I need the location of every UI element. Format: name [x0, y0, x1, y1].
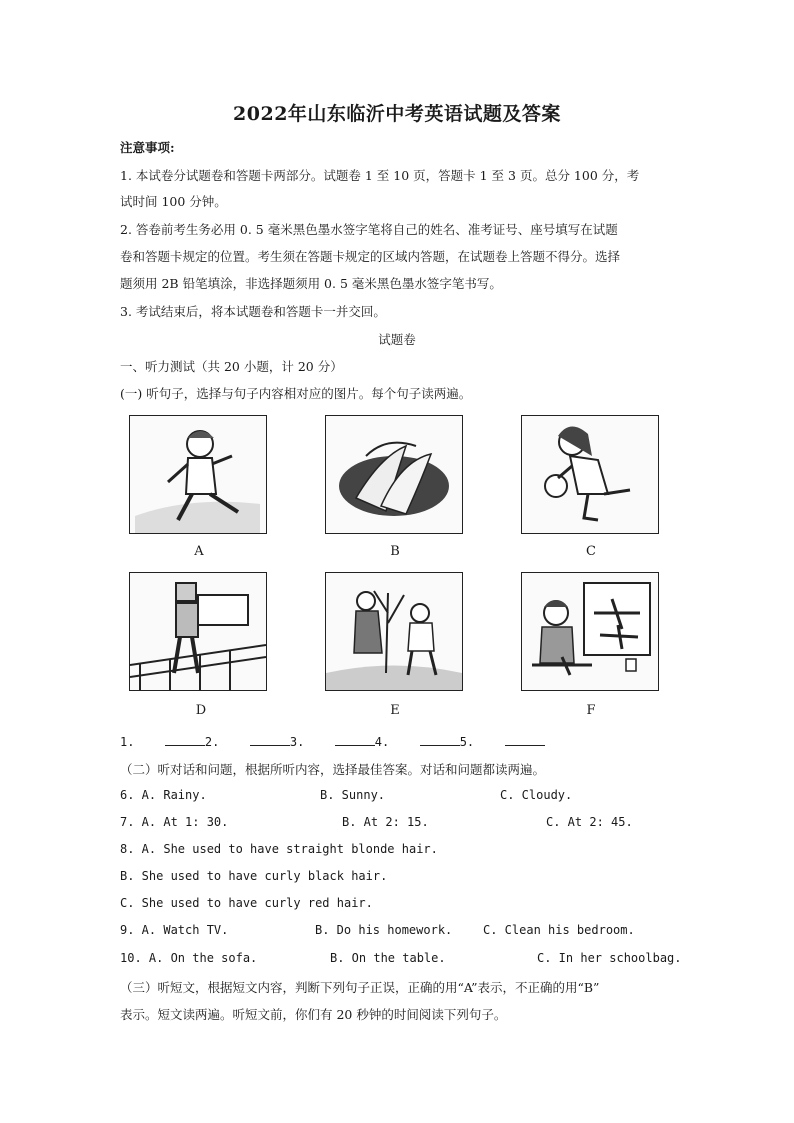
- q8-option-c[interactable]: C. She used to have curly red hair.: [120, 896, 373, 910]
- answer-blank[interactable]: [335, 733, 375, 746]
- part1-instructions: (一) 听句子，选择与句子内容相对应的图片。每个句子读两遍。: [120, 386, 472, 401]
- blank-number: 3.: [289, 735, 305, 749]
- question-6: [120, 788, 572, 802]
- q6-option-b[interactable]: B. Sunny.: [320, 788, 386, 802]
- answer-blanks: [120, 733, 545, 749]
- q9-option-b[interactable]: B. Do his homework.: [315, 923, 453, 937]
- planting-tree-icon: [325, 572, 463, 691]
- q6-option-a[interactable]: 6. A. Rainy.: [120, 788, 207, 802]
- notice-item-1-cont: 试时间 100 分钟。: [120, 194, 227, 209]
- q7-option-a[interactable]: 7. A. At 1: 30.: [120, 815, 229, 829]
- answer-blank[interactable]: [420, 733, 460, 746]
- girl-volleyball-icon: [521, 415, 659, 534]
- picture-label-b: B: [390, 544, 400, 559]
- blank-number: 5.: [459, 735, 475, 749]
- blank-number: 1.: [120, 735, 135, 749]
- paper-title: 试题卷: [378, 332, 416, 347]
- q9-option-a[interactable]: 9. A. Watch TV.: [120, 923, 229, 937]
- q7-option-b[interactable]: B. At 2: 15.: [342, 815, 429, 829]
- picture-label-e: E: [390, 703, 400, 718]
- robot-carrying-box-icon: [129, 572, 267, 691]
- picture-label-c: C: [586, 544, 596, 559]
- picture-label-f: F: [586, 703, 596, 718]
- q7-option-c[interactable]: C. At 2: 45.: [546, 815, 633, 829]
- notice-item-3: 3. 考试结束后，将本试题卷和答题卡一并交回。: [120, 304, 386, 319]
- q10-option-a[interactable]: 10. A. On the sofa.: [120, 951, 258, 965]
- q9-option-c[interactable]: C. Clean his bedroom.: [483, 923, 635, 937]
- cabbage-icon: [325, 415, 463, 534]
- part2-instructions: （二）听对话和问题，根据所听内容，选择最佳答案。对话和问题都读两遍。: [120, 762, 546, 777]
- page-title: 2022年山东临沂中考英语试题及答案: [233, 103, 561, 125]
- question-10: [120, 951, 682, 965]
- q10-option-c[interactable]: C. In her schoolbag.: [537, 951, 682, 965]
- notice-item-2: 2. 答卷前考生务必用 0. 5 毫米黑色墨水签字笔将自己的姓名、准考证号、座号填写在试题: [120, 222, 618, 237]
- boy-model-planes-icon: [521, 572, 659, 691]
- blank-number: 2.: [204, 735, 220, 749]
- section-heading: 一、听力测试（共 20 小题，计 20 分）: [120, 359, 343, 374]
- q6-option-c[interactable]: C. Cloudy.: [500, 788, 573, 802]
- notice-item-2-cont2: 题须用 2B 铅笔填涂，非选择题须用 0. 5 毫米黑色墨水签字笔书写。: [120, 276, 502, 291]
- q8-option-b[interactable]: B. She used to have curly black hair.: [120, 869, 388, 883]
- part3-instructions: （三）听短文，根据短文内容，判断下列句子正误，正确的用“A”表示，不正确的用“B”: [120, 980, 600, 995]
- answer-blank[interactable]: [505, 733, 545, 746]
- notice-item-1: 1. 本试卷分试题卷和答题卡两部分。试题卷 1 至 10 页，答题卡 1 至 3 页。总分 100 分，考: [120, 168, 640, 183]
- question-7: [120, 815, 633, 829]
- picture-label-d: D: [195, 703, 207, 718]
- running-boy-icon: [129, 415, 267, 534]
- notice-heading: 注意事项:: [120, 140, 175, 155]
- question-9: [120, 923, 635, 937]
- q8-option-a[interactable]: 8. A. She used to have straight blonde hair.: [120, 842, 438, 856]
- picture-label-a: A: [194, 544, 204, 559]
- q10-option-b[interactable]: B. On the table.: [330, 951, 446, 965]
- notice-item-2-cont: 卷和答题卡规定的位置。考生须在答题卡规定的区域内答题，在试题卷上答题不得分。选择: [120, 249, 621, 264]
- part3-instructions-cont: 表示。短文读两遍。听短文前，你们有 20 秒钟的时间阅读下列句子。: [120, 1007, 507, 1022]
- answer-blank[interactable]: [165, 733, 205, 746]
- blank-number: 4.: [374, 735, 390, 749]
- answer-blank[interactable]: [250, 733, 290, 746]
